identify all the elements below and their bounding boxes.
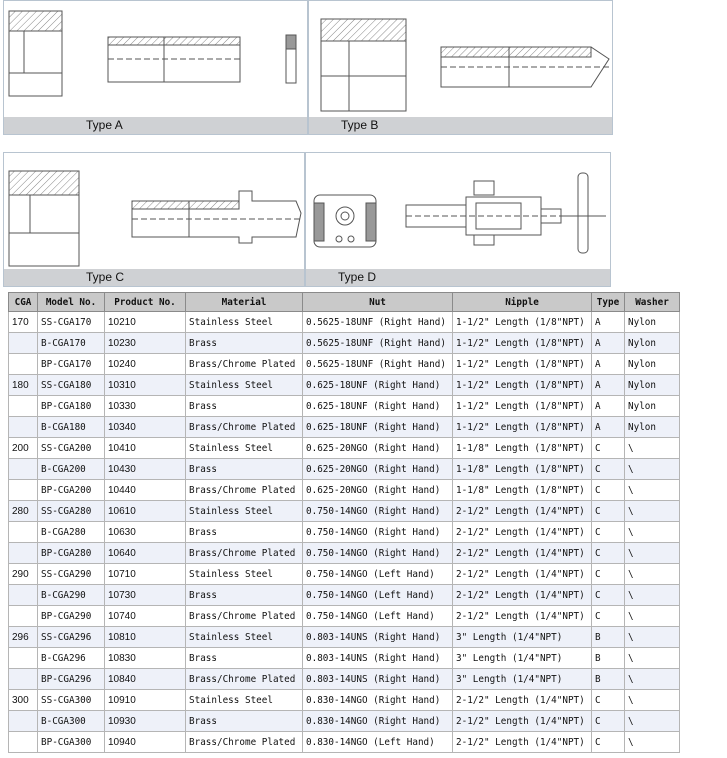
table-row: [9, 438, 680, 459]
cell-model-no: B-CGA180: [38, 417, 105, 438]
cell-type: C: [592, 690, 625, 711]
cell-material: Brass/Chrome Plated: [186, 732, 303, 753]
cell-product-no: 10630: [105, 522, 186, 543]
cell-nut: 0.750-14NGO (Left Hand): [303, 564, 453, 585]
cell-nut: 0.625-20NGO (Right Hand): [303, 480, 453, 501]
cell-product-no: 10330: [105, 396, 186, 417]
cell-cga: [9, 732, 38, 753]
cell-product-no: 10910: [105, 690, 186, 711]
header-product-no: Product No.: [105, 293, 186, 312]
cell-cga: [9, 417, 38, 438]
cell-nut: 0.625-18UNF (Right Hand): [303, 375, 453, 396]
cell-product-no: 10740: [105, 606, 186, 627]
header-nut: Nut: [303, 293, 453, 312]
cell-product-no: 10930: [105, 711, 186, 732]
cell-material: Stainless Steel: [186, 375, 303, 396]
cell-nut: 0.830-14NGO (Right Hand): [303, 690, 453, 711]
cell-washer: Nylon: [625, 375, 680, 396]
type-d-drawing: [306, 153, 611, 287]
cell-material: Brass/Chrome Plated: [186, 669, 303, 690]
cell-material: Brass: [186, 333, 303, 354]
cell-product-no: 10230: [105, 333, 186, 354]
cell-type: C: [592, 543, 625, 564]
cell-nut: 0.803-14UNS (Right Hand): [303, 669, 453, 690]
cell-nut: 0.830-14NGO (Right Hand): [303, 711, 453, 732]
table-row: [9, 606, 680, 627]
table-row: [9, 522, 680, 543]
cell-washer: \: [625, 480, 680, 501]
header-cga: CGA: [9, 293, 38, 312]
cell-nut: 0.625-18UNF (Right Hand): [303, 417, 453, 438]
cell-washer: Nylon: [625, 417, 680, 438]
table-row: [9, 585, 680, 606]
table-row: [9, 354, 680, 375]
cell-nipple: 2-1/2" Length (1/4"NPT): [453, 522, 592, 543]
cell-cga: [9, 543, 38, 564]
cell-cga: 300: [9, 690, 38, 711]
cell-washer: \: [625, 564, 680, 585]
cell-type: A: [592, 354, 625, 375]
cell-nut: 0.625-18UNF (Right Hand): [303, 396, 453, 417]
cell-product-no: 10240: [105, 354, 186, 375]
cell-model-no: SS-CGA280: [38, 501, 105, 522]
cell-washer: \: [625, 669, 680, 690]
cell-material: Brass/Chrome Plated: [186, 606, 303, 627]
cell-model-no: BP-CGA296: [38, 669, 105, 690]
cell-type: C: [592, 459, 625, 480]
type-b-drawing: [309, 1, 613, 135]
cell-model-no: B-CGA200: [38, 459, 105, 480]
cell-material: Brass/Chrome Plated: [186, 417, 303, 438]
cell-washer: \: [625, 459, 680, 480]
cell-cga: [9, 459, 38, 480]
cell-model-no: SS-CGA300: [38, 690, 105, 711]
cell-material: Brass: [186, 396, 303, 417]
cell-cga: 280: [9, 501, 38, 522]
cell-nipple: 1-1/2" Length (1/8"NPT): [453, 396, 592, 417]
cell-cga: 180: [9, 375, 38, 396]
cell-nut: 0.750-14NGO (Left Hand): [303, 585, 453, 606]
cell-washer: \: [625, 522, 680, 543]
cell-washer: \: [625, 627, 680, 648]
cell-product-no: 10810: [105, 627, 186, 648]
cell-cga: 290: [9, 564, 38, 585]
cell-product-no: 10410: [105, 438, 186, 459]
cell-nipple: 2-1/2" Length (1/4"NPT): [453, 564, 592, 585]
cell-cga: [9, 648, 38, 669]
cell-product-no: 10430: [105, 459, 186, 480]
cell-model-no: BP-CGA170: [38, 354, 105, 375]
cell-nut: 0.625-20NGO (Right Hand): [303, 459, 453, 480]
table-row: [9, 690, 680, 711]
type-d-caption-bar: [306, 269, 610, 286]
header-washer: Washer: [625, 293, 680, 312]
cell-material: Stainless Steel: [186, 690, 303, 711]
type-b-panel: [308, 0, 613, 135]
cell-model-no: B-CGA170: [38, 333, 105, 354]
cell-material: Brass: [186, 459, 303, 480]
cell-nut: 0.750-14NGO (Right Hand): [303, 501, 453, 522]
cell-washer: \: [625, 648, 680, 669]
cell-nipple: 3" Length (1/4"NPT): [453, 648, 592, 669]
cell-nut: 0.803-14UNS (Right Hand): [303, 648, 453, 669]
type-a-caption-bar: [4, 117, 307, 134]
cell-material: Brass/Chrome Plated: [186, 354, 303, 375]
cell-nut: 0.5625-18UNF (Right Hand): [303, 354, 453, 375]
cell-type: C: [592, 438, 625, 459]
header-nipple: Nipple: [453, 293, 592, 312]
cell-material: Brass: [186, 711, 303, 732]
table-row: [9, 333, 680, 354]
cell-type: C: [592, 606, 625, 627]
cell-material: Stainless Steel: [186, 564, 303, 585]
cell-nipple: 2-1/2" Length (1/4"NPT): [453, 501, 592, 522]
cell-washer: \: [625, 732, 680, 753]
table-row: [9, 669, 680, 690]
type-c-drawing: [4, 153, 305, 287]
cell-model-no: BP-CGA200: [38, 480, 105, 501]
cell-product-no: 10730: [105, 585, 186, 606]
cell-product-no: 10610: [105, 501, 186, 522]
cell-type: C: [592, 501, 625, 522]
cell-nipple: 1-1/8" Length (1/8"NPT): [453, 459, 592, 480]
cell-cga: [9, 669, 38, 690]
cell-nipple: 3" Length (1/4"NPT): [453, 669, 592, 690]
cell-cga: [9, 522, 38, 543]
cell-product-no: 10710: [105, 564, 186, 585]
cell-material: Stainless Steel: [186, 501, 303, 522]
cell-nipple: 2-1/2" Length (1/4"NPT): [453, 690, 592, 711]
type-a-label: Type A: [86, 118, 123, 132]
cell-model-no: B-CGA290: [38, 585, 105, 606]
table-row: [9, 627, 680, 648]
cell-material: Stainless Steel: [186, 312, 303, 333]
cell-washer: \: [625, 585, 680, 606]
cell-model-no: B-CGA296: [38, 648, 105, 669]
cell-type: C: [592, 585, 625, 606]
cell-material: Brass: [186, 648, 303, 669]
cell-washer: Nylon: [625, 396, 680, 417]
cell-material: Stainless Steel: [186, 627, 303, 648]
cell-nut: 0.625-20NGO (Right Hand): [303, 438, 453, 459]
type-c-panel: [3, 152, 305, 287]
cell-type: A: [592, 333, 625, 354]
cell-nut: 0.750-14NGO (Right Hand): [303, 522, 453, 543]
cell-product-no: 10210: [105, 312, 186, 333]
cell-cga: [9, 333, 38, 354]
cell-cga: 170: [9, 312, 38, 333]
cell-nut: 0.750-14NGO (Left Hand): [303, 606, 453, 627]
cell-nipple: 1-1/2" Length (1/8"NPT): [453, 375, 592, 396]
cell-type: B: [592, 627, 625, 648]
cell-product-no: 10940: [105, 732, 186, 753]
table-row: [9, 648, 680, 669]
cell-cga: [9, 480, 38, 501]
cell-model-no: SS-CGA180: [38, 375, 105, 396]
cell-nut: 0.803-14UNS (Right Hand): [303, 627, 453, 648]
table-row: [9, 480, 680, 501]
cell-cga: [9, 396, 38, 417]
cell-type: B: [592, 669, 625, 690]
cell-model-no: B-CGA280: [38, 522, 105, 543]
table-row: [9, 375, 680, 396]
type-d-panel: [305, 152, 611, 287]
cell-washer: \: [625, 690, 680, 711]
type-b-label: Type B: [341, 118, 379, 132]
type-d-label: Type D: [338, 270, 377, 284]
cell-nipple: 1-1/2" Length (1/8"NPT): [453, 417, 592, 438]
cell-type: C: [592, 564, 625, 585]
cell-nut: 0.830-14NGO (Left Hand): [303, 732, 453, 753]
header-material: Material: [186, 293, 303, 312]
table-row: [9, 459, 680, 480]
type-c-caption-bar: [4, 269, 304, 286]
table-row: [9, 732, 680, 753]
table-body: [9, 312, 680, 753]
cell-type: A: [592, 417, 625, 438]
cell-nut: 0.750-14NGO (Right Hand): [303, 543, 453, 564]
cell-nipple: 2-1/2" Length (1/4"NPT): [453, 732, 592, 753]
cell-nipple: 2-1/2" Length (1/4"NPT): [453, 606, 592, 627]
cell-model-no: BP-CGA280: [38, 543, 105, 564]
cell-product-no: 10840: [105, 669, 186, 690]
cell-model-no: B-CGA300: [38, 711, 105, 732]
cell-product-no: 10440: [105, 480, 186, 501]
cell-model-no: SS-CGA170: [38, 312, 105, 333]
cell-material: Stainless Steel: [186, 438, 303, 459]
type-c-label: Type C: [86, 270, 125, 284]
cell-model-no: SS-CGA200: [38, 438, 105, 459]
cell-material: Brass/Chrome Plated: [186, 480, 303, 501]
cell-nut: 0.5625-18UNF (Right Hand): [303, 312, 453, 333]
type-a-panel: [3, 0, 308, 135]
cell-washer: \: [625, 501, 680, 522]
cell-product-no: 10340: [105, 417, 186, 438]
cell-type: C: [592, 711, 625, 732]
cell-product-no: 10310: [105, 375, 186, 396]
cell-type: C: [592, 480, 625, 501]
cell-nipple: 3" Length (1/4"NPT): [453, 627, 592, 648]
type-a-drawing: [4, 1, 308, 135]
cell-cga: [9, 606, 38, 627]
cell-type: C: [592, 522, 625, 543]
cell-model-no: SS-CGA290: [38, 564, 105, 585]
table-row: [9, 543, 680, 564]
cga-spec-table: [8, 292, 680, 753]
table-row: [9, 396, 680, 417]
table-row: [9, 711, 680, 732]
cell-washer: \: [625, 543, 680, 564]
cell-nipple: 1-1/2" Length (1/8"NPT): [453, 333, 592, 354]
cell-nipple: 1-1/8" Length (1/8"NPT): [453, 480, 592, 501]
cell-cga: [9, 585, 38, 606]
cell-model-no: BP-CGA180: [38, 396, 105, 417]
cell-washer: \: [625, 606, 680, 627]
table-row: [9, 312, 680, 333]
cell-nipple: 2-1/2" Length (1/4"NPT): [453, 543, 592, 564]
cell-washer: Nylon: [625, 312, 680, 333]
cell-nipple: 1-1/2" Length (1/8"NPT): [453, 354, 592, 375]
cell-type: C: [592, 732, 625, 753]
cell-model-no: BP-CGA290: [38, 606, 105, 627]
cell-nut: 0.5625-18UNF (Right Hand): [303, 333, 453, 354]
cell-type: A: [592, 375, 625, 396]
cell-type: A: [592, 396, 625, 417]
table-row: [9, 417, 680, 438]
cell-model-no: SS-CGA296: [38, 627, 105, 648]
cell-material: Brass: [186, 522, 303, 543]
cell-cga: [9, 711, 38, 732]
cell-product-no: 10830: [105, 648, 186, 669]
type-b-caption-bar: [309, 117, 612, 134]
cell-washer: \: [625, 438, 680, 459]
cell-cga: 200: [9, 438, 38, 459]
cell-nipple: 1-1/2" Length (1/8"NPT): [453, 312, 592, 333]
cell-washer: Nylon: [625, 333, 680, 354]
cell-nipple: 2-1/2" Length (1/4"NPT): [453, 711, 592, 732]
cell-type: B: [592, 648, 625, 669]
table-header-row: [9, 293, 680, 312]
cell-washer: \: [625, 711, 680, 732]
header-type: Type: [592, 293, 625, 312]
cell-product-no: 10640: [105, 543, 186, 564]
cell-cga: 296: [9, 627, 38, 648]
cell-nipple: 2-1/2" Length (1/4"NPT): [453, 585, 592, 606]
header-model-no: Model No.: [38, 293, 105, 312]
cell-washer: Nylon: [625, 354, 680, 375]
cell-material: Brass/Chrome Plated: [186, 543, 303, 564]
cell-model-no: BP-CGA300: [38, 732, 105, 753]
cell-type: A: [592, 312, 625, 333]
cell-nipple: 1-1/8" Length (1/8"NPT): [453, 438, 592, 459]
cell-material: Brass: [186, 585, 303, 606]
table-row: [9, 564, 680, 585]
cell-cga: [9, 354, 38, 375]
table-row: [9, 501, 680, 522]
